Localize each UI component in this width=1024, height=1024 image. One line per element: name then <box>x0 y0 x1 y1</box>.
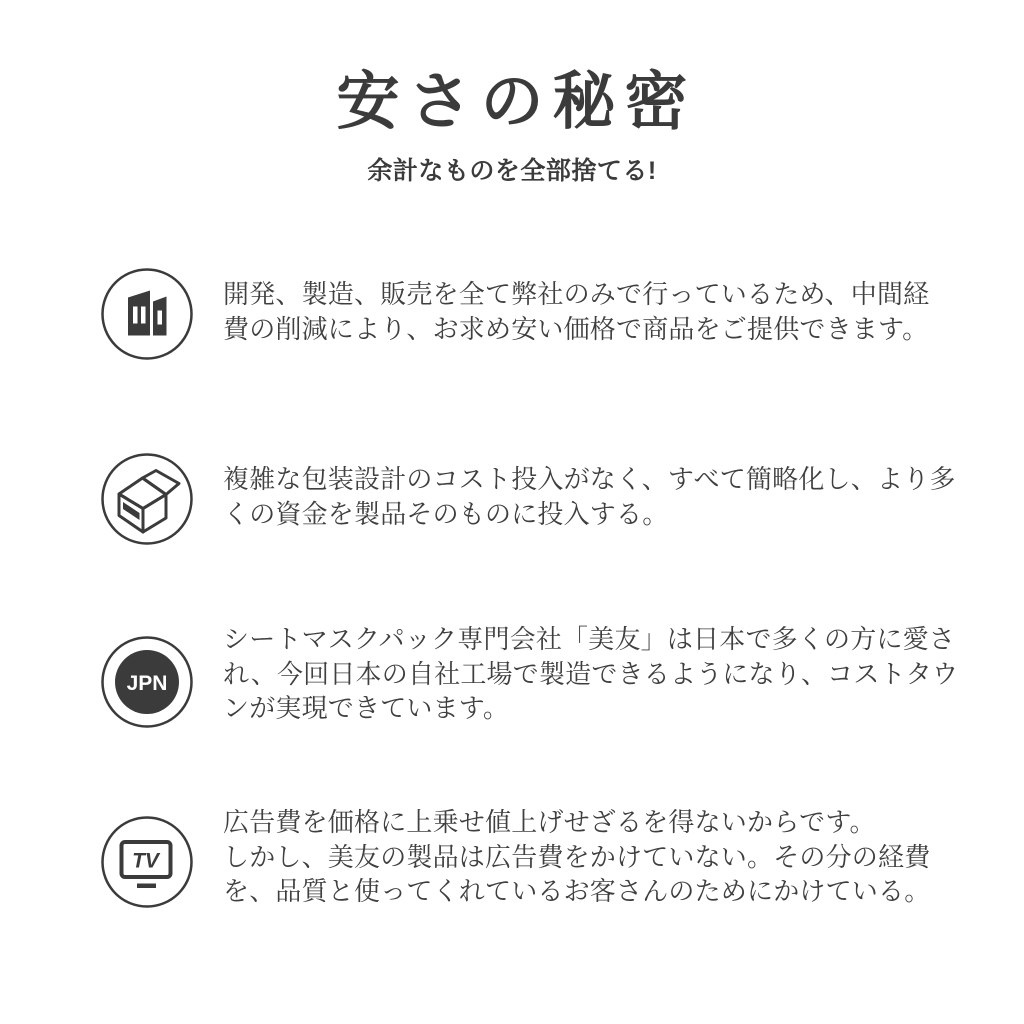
page-subtitle: 余計なものを全部捨てる! <box>367 157 657 185</box>
text-line: 開発、製造、販売を全て弊社のみで行っているため、中間経 <box>223 279 930 309</box>
secret-item-row-japan-factory <box>100 624 959 729</box>
text-line: 複雑な包装設計のコスト投入がなく、すべて簡略化し、より多 <box>223 464 956 494</box>
text-line: しかし、美友の製品は広告費をかけていない。その分の経費 <box>223 841 931 872</box>
secret-item-row-packaging <box>100 452 956 546</box>
text-line: ンが実現できています。 <box>223 693 510 723</box>
secret-item-text <box>223 462 956 531</box>
tv-label: TV <box>132 849 159 873</box>
page-title: 安さの秘密 <box>336 67 697 137</box>
secret-item-row-no-advertising <box>100 807 931 909</box>
secret-item-text <box>223 622 958 726</box>
company-buildings-icon <box>100 267 194 361</box>
secret-item-text <box>223 805 930 909</box>
secret-item-text <box>223 277 929 346</box>
jpn-badge-label: JPN <box>126 672 168 695</box>
text-line: くの資金を製品そのものに投入する。 <box>223 498 669 529</box>
secret-item-row-inhouse <box>100 267 929 361</box>
text-line: 広告費を価格に上乗せ値上げせざるを得ないからです。 <box>223 807 876 837</box>
text-line: を、品質と使ってくれているお客さんのためにかけている。 <box>223 876 931 906</box>
tv-icon <box>100 815 194 909</box>
open-box-icon <box>100 452 194 546</box>
text-line: れ、今回日本の自社工場で製造できるようになり、コストタウ <box>223 658 959 689</box>
jpn-badge-icon <box>100 635 194 729</box>
text-line: シートマスクパック専門会社「美友」は日本で多くの方に愛さ <box>223 624 956 654</box>
text-line: 費の削減により、お求め安い価格で商品をご提供できます。 <box>223 313 929 344</box>
